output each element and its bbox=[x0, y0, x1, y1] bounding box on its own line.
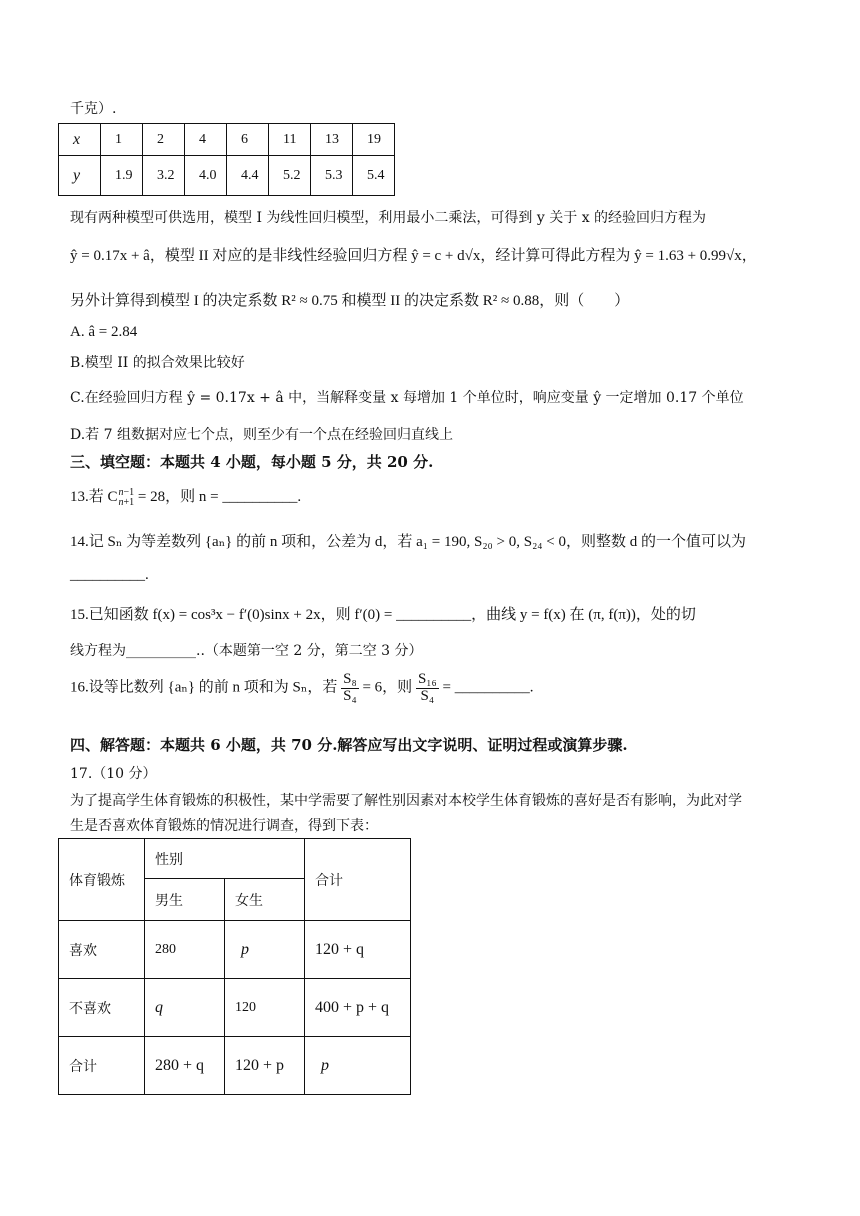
header-gender: 性别 bbox=[145, 839, 305, 879]
q15-line1: 15.已知函数 f(x) = cos³x − f′(0)sinx + 2x，则 f′(0) = __________，曲线 y = f(x) 在 (π, f(π))，处的切 bbox=[70, 607, 696, 623]
header-female: 女生 bbox=[225, 879, 305, 921]
cell: p bbox=[305, 1037, 411, 1095]
y-cell: 5.2 bbox=[269, 156, 311, 196]
row-label: 不喜欢 bbox=[59, 979, 145, 1037]
q12-option-a: A. â = 2.84 bbox=[70, 324, 138, 340]
table-row bbox=[59, 1037, 411, 1095]
x-cell: 4 bbox=[185, 124, 227, 156]
y-cell: 5.4 bbox=[353, 156, 395, 196]
row-label: 合计 bbox=[59, 1037, 145, 1095]
cell: 280 + q bbox=[145, 1037, 225, 1095]
q14-line1: 14.记 Sₙ 为等差数列 {aₙ} 的前 n 项和，公差为 d，若 a₁ = 190, S₂₀ > 0, S₂₄ < 0，则整数 d 的一个值可以为 bbox=[70, 534, 746, 550]
y-cell: 1.9 bbox=[101, 156, 143, 196]
header-total: 合计 bbox=[305, 839, 411, 921]
y-cell: 3.2 bbox=[143, 156, 185, 196]
q17-score: 17.（10 分） bbox=[70, 766, 157, 782]
x-label: x bbox=[59, 124, 101, 156]
q17-line1: 为了提高学生体育锻炼的积极性，某中学需要了解性别因素对本校学生体育锻炼的喜好是否有影响，为此对学 bbox=[70, 793, 742, 809]
x-cell: 2 bbox=[143, 124, 185, 156]
y-label: y bbox=[59, 156, 101, 196]
q12-line3: 另外计算得到模型 I 的决定系数 R² ≈ 0.75 和模型 II 的决定系数 R² ≈ 0.88，则（ ） bbox=[70, 293, 630, 309]
q16 bbox=[70, 672, 533, 705]
table-row bbox=[59, 156, 395, 196]
x-cell: 1 bbox=[101, 124, 143, 156]
y-cell: 5.3 bbox=[311, 156, 353, 196]
table-row bbox=[59, 921, 411, 979]
cell: 120 + q bbox=[305, 921, 411, 979]
q12-line1: 现有两种模型可供选用，模型 I 为线性回归模型，利用最小二乘法，可得到 y 关于 x 的经验回归方程为 bbox=[70, 210, 707, 226]
q17-line2: 生是否喜欢体育锻炼的情况进行调查，得到下表： bbox=[70, 818, 378, 834]
header-male: 男生 bbox=[145, 879, 225, 921]
header-sport: 体育锻炼 bbox=[59, 839, 145, 921]
q16-mid: = 6，则 bbox=[362, 679, 413, 696]
q12-option-c: C.在经验回归方程 ŷ = 0.17x + â 中，当解释变量 x 每增加 1 个单位时，响应变量 ŷ 一定增加 0.17 个单位 bbox=[70, 390, 744, 406]
contingency-table bbox=[58, 838, 411, 1095]
q13-tail: = 28，则 n = __________. bbox=[134, 489, 302, 505]
q16-tail: = __________. bbox=[442, 679, 534, 696]
q13-text: 13.若 C bbox=[70, 489, 118, 505]
section-4-heading: 四、解答题：本题共 6 小题，共 70 分.解答应写出文字说明、证明过程或演算步骤. bbox=[70, 736, 628, 754]
q12-line2: ŷ = 0.17x + â，模型 II 对应的是非线性经验回归方程 ŷ = c + d√x，经计算可得此方程为 ŷ = 1.63 + 0.99√x， bbox=[70, 248, 757, 264]
q16-pre: 16.设等比数列 {aₙ} 的前 n 项和为 Sₙ，若 bbox=[70, 679, 338, 696]
data-table-xy bbox=[58, 123, 395, 196]
fraction-s8-s4: $\frac{\text{S₈}}{\text{S₄}}$ bbox=[343, 671, 357, 704]
q12-option-b: B.模型 II 的拟合效果比较好 bbox=[70, 355, 245, 371]
q13: 13.若 Cn−1 n+1 = 28，则 n = __________. bbox=[70, 487, 302, 508]
row-label: 喜欢 bbox=[59, 921, 145, 979]
cell: 120 + p bbox=[225, 1037, 305, 1095]
cell: 400 + p + q bbox=[305, 979, 411, 1037]
cell: 120 bbox=[225, 979, 305, 1037]
table-row bbox=[59, 124, 395, 156]
table-row bbox=[59, 839, 411, 879]
q12-option-d: D.若 7 组数据对应七个点，则至少有一个点在经验回归直线上 bbox=[70, 427, 453, 443]
q14-line2: __________. bbox=[70, 567, 149, 583]
cell: 280 bbox=[145, 921, 225, 979]
intro-tail: 千克）. bbox=[70, 101, 117, 117]
y-cell: 4.4 bbox=[227, 156, 269, 196]
cell: p bbox=[225, 921, 305, 979]
x-cell: 11 bbox=[269, 124, 311, 156]
x-cell: 19 bbox=[353, 124, 395, 156]
cell: q bbox=[145, 979, 225, 1037]
section-3-heading: 三、填空题：本题共 4 小题，每小题 5 分，共 20 分. bbox=[70, 453, 434, 471]
y-cell: 4.0 bbox=[185, 156, 227, 196]
table-row bbox=[59, 979, 411, 1037]
q15-line2: 线方程为__________..（本题第一空 2 分，第二空 3 分） bbox=[70, 643, 423, 659]
x-cell: 13 bbox=[311, 124, 353, 156]
x-cell: 6 bbox=[227, 124, 269, 156]
fraction-s16-s4: $\frac{\text{S₁₆}}{\text{S₄}}$ bbox=[417, 671, 437, 704]
